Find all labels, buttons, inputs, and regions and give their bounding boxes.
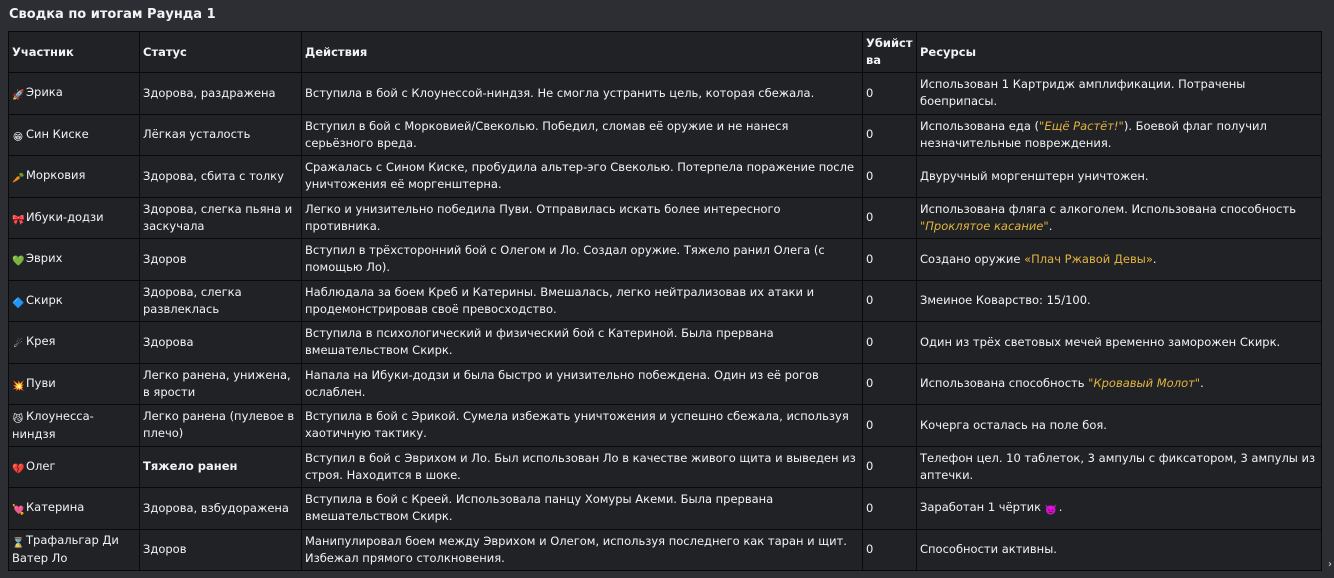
- participant-cell: [9, 197, 140, 239]
- kills-cell: 0: [863, 239, 917, 281]
- participant-name: Скирк: [26, 292, 63, 307]
- resources-cell: [917, 488, 1322, 530]
- green-heart-icon: 💚: [12, 256, 25, 268]
- resources-text-end: .: [1200, 376, 1204, 391]
- kills-cell: 0: [863, 488, 917, 530]
- participant-cell: [9, 114, 140, 156]
- actions-cell: Сражалась с Сином Киске, пробудила альтер-эго Свеколью. Потерпела поражение после уничтожения её моргенштерна.: [302, 156, 863, 198]
- resources-cell: [917, 239, 1322, 281]
- comet-icon: ☄: [13, 339, 23, 351]
- resources-text: Заработан 1 чёртик: [920, 500, 1045, 515]
- resources-text-end: .: [1058, 500, 1063, 515]
- kills-cell: 0: [863, 197, 917, 239]
- table-body: [9, 73, 1322, 571]
- kills-cell: 0: [863, 280, 917, 322]
- ability-name: "Проклятое касание": [920, 218, 1049, 233]
- status-cell: Легко ранена, унижена, в ярости: [140, 363, 302, 405]
- resources-text-end: .: [1048, 218, 1053, 233]
- participant-cell: [9, 156, 140, 198]
- actions-cell: Вступил в трёхсторонний бой с Олегом и Ло. Создал оружие. Тяжело ранил Олега (с помощью Ло).: [302, 239, 863, 281]
- broken-heart-icon: 💔: [12, 463, 25, 475]
- resources-text-end: .: [1152, 251, 1157, 266]
- status-cell: Здорова, сбита с толку: [140, 156, 302, 198]
- ability-name: "Кровавый Молот": [1088, 376, 1201, 391]
- status-cell: Здоров: [140, 239, 302, 281]
- header-kills-line1: Убийст: [866, 36, 913, 50]
- participant-name: Эврих: [26, 251, 63, 266]
- resources-cell: Телефон цел. 10 таблеток, 3 ампулы с фиксатором, 3 ампулы из аптечки.: [917, 446, 1322, 488]
- status-cell: Здоров: [140, 529, 302, 571]
- header-kills-line2: ва: [866, 53, 882, 67]
- actions-cell: Вступила в психологический и физический бой с Катериной. Была прервана вмешательством Скирк.: [302, 322, 863, 364]
- kills-cell: 0: [863, 363, 917, 405]
- round-summary-table: [8, 31, 1322, 571]
- participant-name: Олег: [26, 458, 56, 473]
- kills-cell: 0: [863, 446, 917, 488]
- header-participant: Участник: [9, 32, 140, 73]
- status-cell: Лёгкая усталость: [140, 114, 302, 156]
- participant-name: Катерина: [26, 500, 85, 515]
- resources-text: Использована еда (: [920, 118, 1040, 133]
- cat-face-icon: 😼: [12, 413, 24, 425]
- participant-cell: [9, 73, 140, 115]
- status-cell: Здорова, взбудоражена: [140, 488, 302, 530]
- table-row: [9, 73, 1322, 115]
- page-title: Сводка по итогам Раунда 1: [9, 7, 216, 22]
- table-row: [9, 239, 1322, 281]
- kills-cell: 0: [863, 322, 917, 364]
- resources-cell: [917, 363, 1322, 405]
- actions-cell: Вступил в бой с Морковией/Свеколью. Победил, сломав её оружие и не нанеся серьёзного вреда.: [302, 114, 863, 156]
- table-row: [9, 488, 1322, 530]
- header-status: Статус: [140, 32, 302, 73]
- header-resources: Ресурсы: [917, 32, 1322, 73]
- participant-cell: [9, 529, 140, 571]
- status-cell: Тяжело ранен: [140, 446, 302, 488]
- grinning-face-icon: 😁: [12, 131, 24, 143]
- resources-cell: Использован 1 Картридж амплификации. Потрачены боеприпасы.: [917, 73, 1322, 115]
- resources-cell: Способности активны.: [917, 529, 1322, 571]
- table-row: [9, 197, 1322, 239]
- table-row: [9, 363, 1322, 405]
- participant-name: Эрика: [26, 85, 63, 100]
- participant-name: Пуви: [26, 375, 56, 390]
- header-actions: Действия: [302, 32, 863, 73]
- table-row: [9, 529, 1322, 571]
- status-cell: Здорова, слегка развлеклась: [140, 280, 302, 322]
- participant-cell: [9, 405, 140, 447]
- resources-cell: Двуручный моргенштерн уничтожен.: [917, 156, 1322, 198]
- participant-cell: [9, 322, 140, 364]
- actions-cell: Вступила в бой с Креей. Использовала панцу Хомуры Акеми. Была прервана вмешательством Скирк.: [302, 488, 863, 530]
- participant-cell: [9, 280, 140, 322]
- participant-name: Трафальгар Ди Ватер Ло: [12, 533, 119, 566]
- scroll-indicator-icon[interactable]: ›: [1328, 559, 1332, 570]
- participant-name: Морковия: [26, 168, 86, 183]
- table-row: [9, 446, 1322, 488]
- resources-text: Использована способность: [920, 376, 1089, 391]
- status-cell: Здорова, слегка пьяна и заскучала: [140, 197, 302, 239]
- heart-arrow-icon: 💘: [12, 505, 25, 517]
- kills-cell: 0: [863, 73, 917, 115]
- table-row: [9, 156, 1322, 198]
- actions-cell: Вступила в бой с Клоунессой-ниндзя. Не смогла устранить цель, которая сбежала.: [302, 73, 863, 115]
- actions-cell: Наблюдала за боем Креб и Катерины. Вмешалась, легко нейтрализовав их атаки и продемонстрировав своё превосходство.: [302, 280, 863, 322]
- resources-cell: Змеиное Коварство: 15/100.: [917, 280, 1322, 322]
- status-cell: Здорова, раздражена: [140, 73, 302, 115]
- actions-cell: Легко и унизительно победила Пуви. Отправилась искать более интересного противника.: [302, 197, 863, 239]
- table-row: [9, 280, 1322, 322]
- collision-icon: 💥: [12, 380, 25, 392]
- actions-cell: Вступил в бой с Эврихом и Ло. Был использован Ло в качестве живого щита и выведен из строя. Находится в шоке.: [302, 446, 863, 488]
- hourglass-icon: ⌛: [12, 538, 25, 550]
- resources-cell: Один из трёх световых мечей временно заморожен Скирк.: [917, 322, 1322, 364]
- kills-cell: 0: [863, 529, 917, 571]
- table-row: [9, 322, 1322, 364]
- kills-cell: 0: [863, 156, 917, 198]
- header-kills: [863, 32, 917, 73]
- table-row: [9, 405, 1322, 447]
- participant-name: Ибуки-додзи: [26, 209, 104, 224]
- resources-cell: Кочерга осталась на поле боя.: [917, 405, 1322, 447]
- kills-cell: 0: [863, 405, 917, 447]
- resources-text: Использована фляга с алкоголем. Использована способность: [920, 201, 1296, 216]
- actions-cell: Напала на Ибуки-додзи и была быстро и унизительно побеждена. Один из её рогов ослаблен.: [302, 363, 863, 405]
- actions-cell: Манипулировал боем между Эврихом и Олегом, используя последнего как таран и щит. Избежал прямого столкновения.: [302, 529, 863, 571]
- participant-name: Син Киске: [26, 126, 89, 141]
- ability-name: "Ещё Растёт!": [1039, 118, 1124, 133]
- ability-name: «Плач Ржавой Девы»: [1024, 251, 1153, 266]
- participant-name: Клоунесса-ниндзя: [12, 408, 94, 441]
- rocket-icon: 🚀: [12, 90, 25, 102]
- participant-cell: [9, 446, 140, 488]
- participant-cell: [9, 239, 140, 281]
- table-header-row: [9, 32, 1322, 73]
- carrot-icon: 🥕: [12, 173, 25, 185]
- resources-text: Создано оружие: [920, 251, 1025, 266]
- table-row: [9, 114, 1322, 156]
- kills-cell: 0: [863, 114, 917, 156]
- blue-gem-icon: 🔷: [12, 297, 25, 309]
- participant-cell: [9, 488, 140, 530]
- ribbon-icon: 🎀: [12, 214, 25, 226]
- resources-cell: [917, 114, 1322, 156]
- resources-text-end: ). Боевой флаг получил незначительные повреждения.: [920, 118, 1267, 150]
- status-cell: Здорова: [140, 322, 302, 364]
- resources-cell: [917, 197, 1322, 239]
- participant-name: Крея: [26, 334, 56, 349]
- participant-cell: [9, 363, 140, 405]
- imp-icon: 👿: [1044, 505, 1058, 517]
- actions-cell: Вступила в бой с Эрикой. Сумела избежать уничтожения и успешно сбежала, используя хаотичную тактику.: [302, 405, 863, 447]
- status-cell: Легко ранена (пулевое в плечо): [140, 405, 302, 447]
